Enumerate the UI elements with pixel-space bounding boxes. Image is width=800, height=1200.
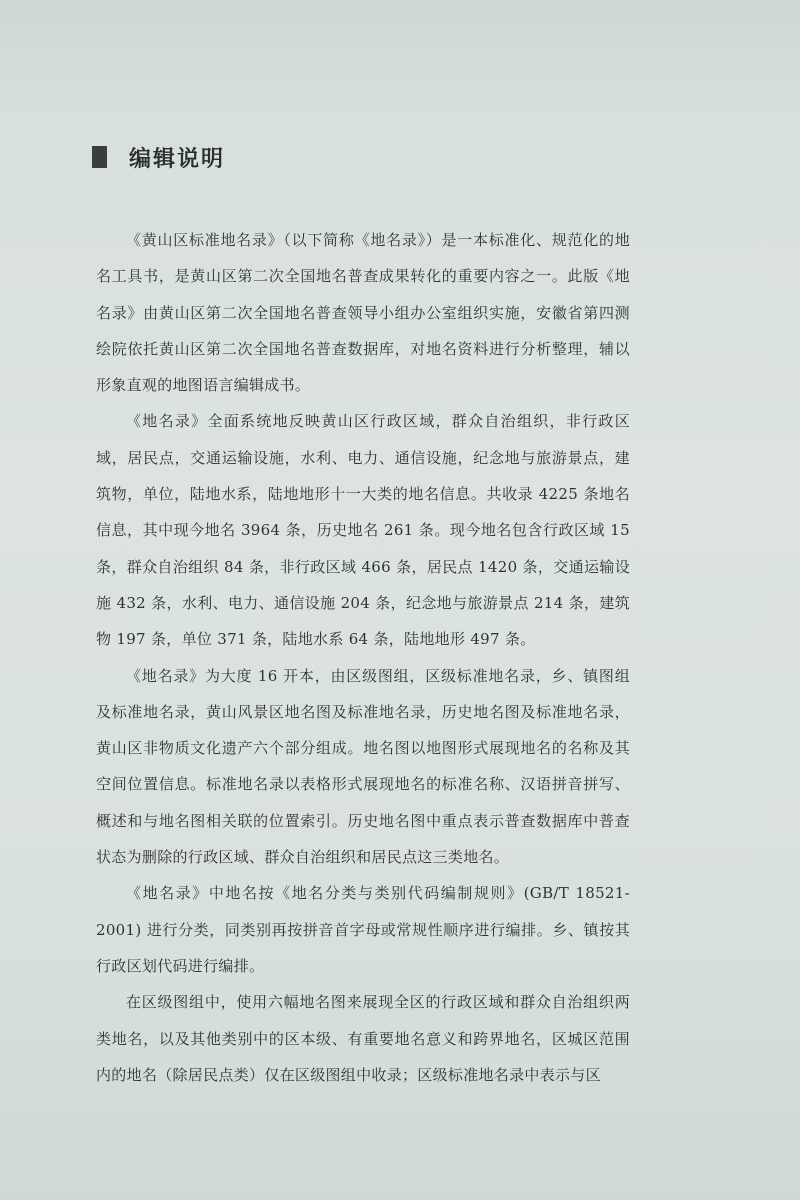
paragraph-structure: 《地名录》为大度 16 开本，由区级图组，区级标准地名录，乡、镇图组及标准地名录，黄山风景区地名图及标准地名录，历史地名图及标准地名录，黄山区非物质文化遗产六个部分组成。地名图以地图形式展现地名的名称及其空间位置信息。标准地名录以表格形式展现地名的标准名称、汉语拼音拼写、概述和与地名图相关联的位置索引。历史地名图中重点表示普查数据库中普查状态为删除的行政区域、群众自治组织和居民点这三类地名。 [96,666,630,867]
heading-marker-icon [92,146,107,168]
paragraph-intro: 《黄山区标准地名录》（以下简称《地名录》）是一本标准化、规范化的地名工具书，是黄山区第二次全国地名普查成果转化的重要内容之一。此版《地名录》由黄山区第二次全国地名普查领导小组办公室组织实施，安徽省第四测绘院依托黄山区第二次全国地名普查数据库，对地名资料进行分析整理，辅以形象直观的地图语言编辑成书。 [96,231,630,395]
section-heading [92,142,225,172]
body-text [96,222,630,1093]
paragraph-district-maps: 在区级图组中，使用六幅地名图来展现全区的行政区域和群众自治组织两类地名，以及其他类别中的区本级、有重要地名意义和跨界地名，区城区范围内的地名（除居民点类）仅在区级图组中收录；区级标准地名录中表示与区 [96,993,630,1084]
paragraph-classification: 《地名录》中地名按《地名分类与类别代码编制规则》(GB/T 18521-2001) 进行分类，同类别再按拼音首字母或常规性顺序进行编排。乡、镇按其行政区划代码进行编排。 [96,884,630,975]
paragraph-contents: 《地名录》全面系统地反映黄山区行政区域，群众自治组织，非行政区域，居民点，交通运输设施，水利、电力、通信设施，纪念地与旅游景点，建筑物，单位，陆地水系，陆地地形十一大类的地名信息。共收录 4225 条地名信息，其中现今地名 3964 条，历史地名 261 条。现今地名包含行政区域 15 条，群众自治组织 84 条，非行政区域 466 条，居民点 1420 条，交通运输设施 432 条，水利、电力、通信设施 204 条，纪念地与旅游景点 214 条，建筑物 197 条，单位 371 条，陆地水系 64 条，陆地地形 497 条。 [96,412,630,649]
section-title: 编辑说明 [129,146,226,172]
